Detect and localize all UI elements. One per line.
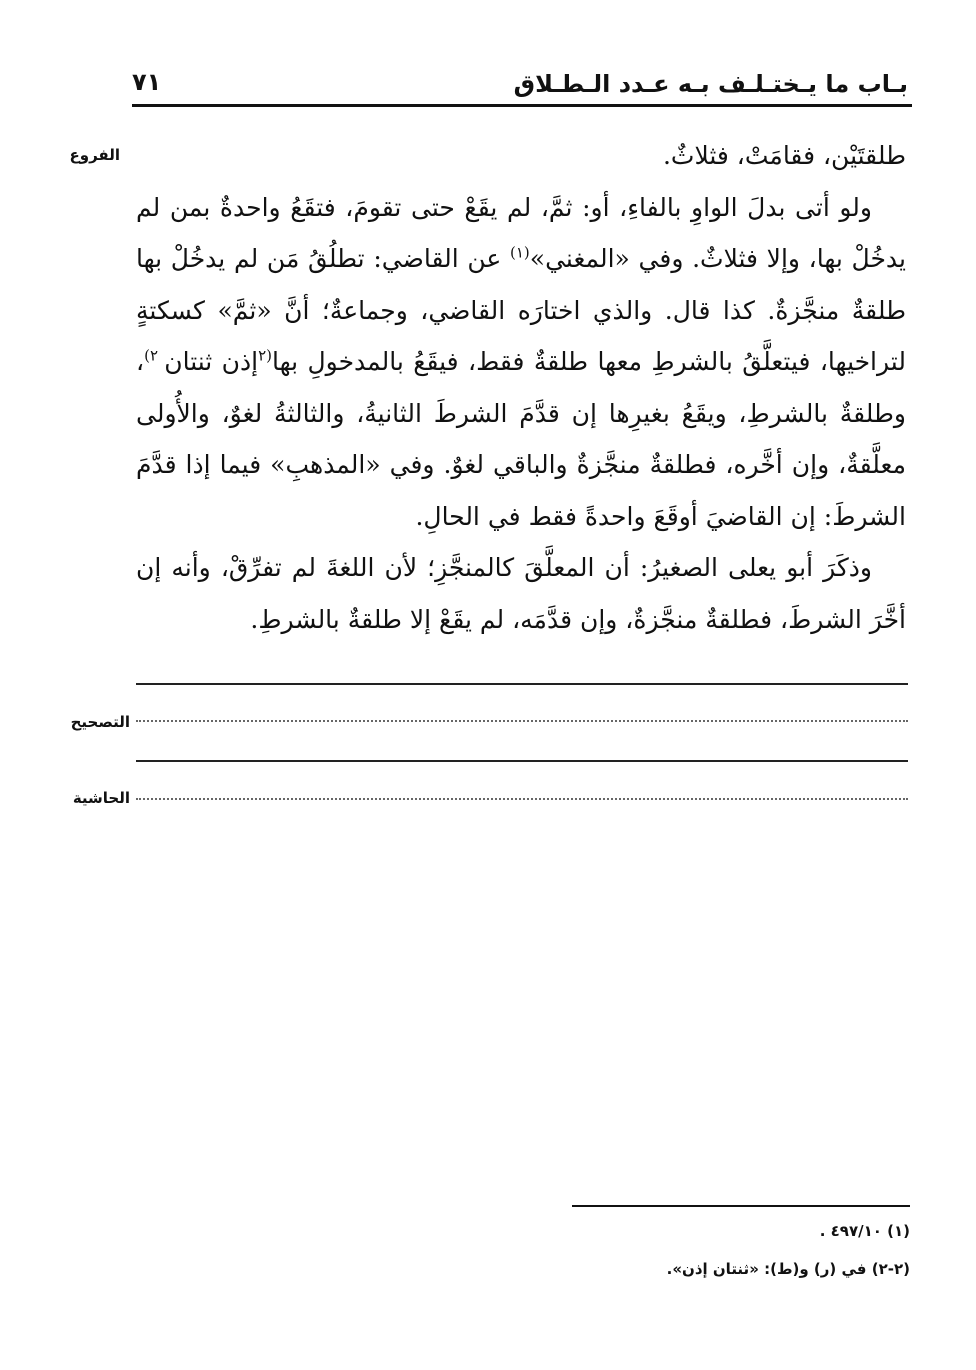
paragraph-1-part-4: ، وطلقةٌ بالشرطِ، ويقَعُ بغيرِها إن قدَّمَ الشرطَ الثانيةُ، والثالثةُ لغوٌ، والأُولى معلَّقةٌ، وإن أخَّره، فطلقةٌ منجَّزةٌ والباقي لغوٌ. وفي «المذهبِ» فيما إذا قدَّمَ الشرطَ: إن القاضيَ أوقَعَ واحدةً فقط في الحالِ.	[136, 347, 906, 531]
side-label-margin: الحاشية	[72, 789, 130, 807]
page-number: ٧١	[132, 68, 162, 96]
divider-line	[136, 683, 908, 685]
side-label-branches: الفروع	[69, 146, 120, 164]
margin-dotted-line	[136, 798, 908, 800]
paragraph-1	[136, 182, 906, 543]
paragraph-1-part-1: ولو أتى بدلَ الواوِ بالفاءِ، أو: ثمَّ، لم يقَعْ حتى تقومَ، فتقَعُ واحدةٌ بمن لم يدخُلْ بها، وإلا فثلاثٌ. وفي «المغني»	[136, 192, 906, 273]
footnote-ref-2-start[interactable]: (٢	[258, 346, 272, 365]
footnote-separator	[572, 1205, 910, 1207]
footnote-ref-2-end[interactable]: ٢)	[144, 346, 165, 365]
main-text	[136, 130, 906, 645]
footnote-1: (١) ٤٩٧/١٠ .	[819, 1222, 910, 1240]
divider-line	[136, 760, 908, 762]
paragraph-2: وذكَرَ أبو يعلى الصغيرُ: أن المعلَّقَ كالمنجَّزِ؛ لأن اللغةَ لم تفرِّقْ، وأنه إن أخَّرَ الشرطَ، فطلقةٌ منجَّزةٌ، وإن قدَّمَه، لم يقَعْ إلا طلقةٌ بالشرطِ.	[136, 553, 906, 634]
paragraph-1-part-2: عن القاضي: تطلُقُ مَن لم يدخُلْ بها طلقةٌ منجَّزةٌ. كذا قال. والذي اختارَه القاضي، وجماعةٌ؛ أنَّ «ثمَّ» كسكتةٍ لتراخيها، فيتعلَّقُ بالشرطِ معها طلقةٌ فقط، فيقَعُ بالمدخولِ بها	[136, 244, 906, 376]
side-label-correction: التصحيح	[70, 713, 130, 731]
paragraph-1-part-3: إذن ثنتان	[164, 347, 259, 376]
footnote-ref-1[interactable]: (١)	[510, 243, 530, 262]
opening-line: طلقتَيْن، فقامَتْ، فثلاثٌ.	[662, 141, 906, 170]
correction-dotted-line	[136, 720, 908, 722]
chapter-title: بـاب ما يـختـلـف بـه عـدد الـطـلاق	[513, 70, 908, 98]
header-rule	[132, 104, 912, 107]
footnote-2: (٢-٢) في (ر) و(ط): «ثنتان إذن».	[666, 1260, 910, 1278]
